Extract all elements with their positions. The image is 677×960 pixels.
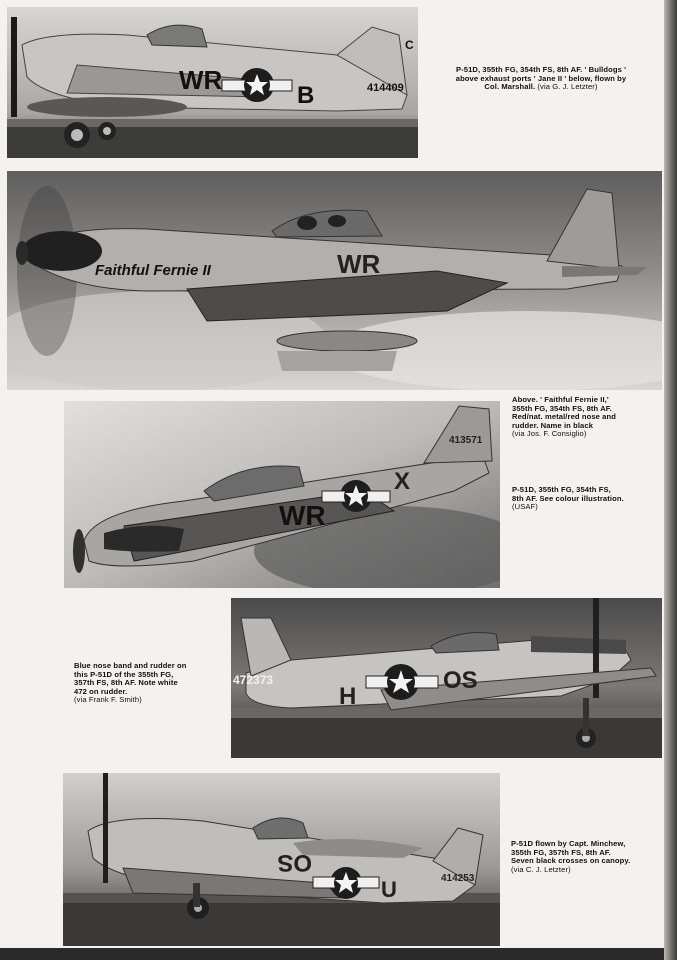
fuselage-code: WR	[337, 249, 381, 279]
caption-line: P-51D flown by Capt. Minchew,	[511, 839, 626, 848]
caption-line: above exhaust ports ' Jane II ' below, flown by	[455, 73, 627, 83]
caption-line: this P-51D of the 355th FG,	[74, 669, 174, 679]
caption-line: rudder. Name in black	[512, 420, 594, 430]
caption-photo-3	[512, 486, 657, 512]
caption-photo-5	[511, 840, 656, 874]
caption-line: P-51D, 355th FG, 354th FS,	[512, 485, 611, 494]
caption-line: 8th AF. See colour illustration.	[512, 493, 624, 503]
caption-line: 355th FG, 354th FS, 8th AF.	[512, 403, 612, 413]
caption-photo-1	[425, 66, 657, 92]
caption-line: Above. ' Faithful Fernie II,'	[512, 395, 609, 404]
caption-line-with-credit	[484, 82, 597, 91]
tail-serial: 413571	[449, 435, 483, 446]
fuselage-letter: X	[394, 468, 411, 495]
caption-line: Red/nat. metal/red nose and	[512, 412, 616, 422]
fuselage-code: OS	[277, 849, 312, 876]
photo-p51d-wr-x	[64, 401, 500, 588]
caption-line: Seven black crosses on canopy.	[511, 856, 631, 866]
tail-serial: 414409	[367, 82, 404, 94]
photo-p51d-h-os	[231, 598, 662, 758]
fuselage-code: WR	[279, 500, 326, 531]
nose-art-name: Faithful Fernie II	[95, 262, 211, 279]
tail-serial: 414253	[441, 873, 475, 884]
photo-p51d-os-u	[63, 773, 500, 946]
caption-line: 357th FS, 8th AF. Note white	[74, 678, 178, 688]
fuselage-code-right: OS	[443, 667, 478, 694]
caption-line: Blue nose band and rudder on	[74, 661, 187, 670]
caption-line: Col. Marshall.	[484, 82, 536, 92]
caption-photo-4	[74, 662, 224, 705]
aircraft-photo-5	[63, 773, 500, 946]
aircraft-photo-4	[231, 598, 662, 758]
fuselage-letter: B	[297, 82, 315, 109]
photo-p51d-wr-b	[7, 7, 418, 158]
caption-photo-2	[512, 396, 652, 439]
aircraft-photo-2	[7, 171, 662, 390]
photo-credit: (via Frank F. Smith)	[74, 695, 142, 705]
fuselage-code: WR	[179, 65, 223, 95]
fuselage-letter: U	[381, 877, 397, 902]
photo-credit: (USAF)	[512, 502, 538, 512]
aircraft-photo-3	[64, 401, 500, 588]
fuselage-code-left: H	[339, 683, 357, 710]
caption-line: 472 on rudder.	[74, 686, 128, 696]
caption-line: 355th FG, 357th FS, 8th AF.	[511, 847, 611, 857]
tail-letter: C	[405, 38, 414, 52]
photo-credit: (via Jos. F. Consiglio)	[512, 429, 587, 439]
photo-credit: (via C. J. Letzter)	[511, 864, 571, 874]
photo-credit: (via G. J. Letzter)	[537, 82, 598, 92]
aircraft-photo-1	[7, 7, 418, 158]
caption-line: P-51D, 355th FG, 354th FS, 8th AF. ' Bulldogs '	[455, 65, 627, 74]
tail-serial: 472373	[233, 673, 274, 687]
photo-faithful-fernie-ii	[7, 171, 662, 390]
page-binding-edge	[664, 0, 677, 960]
